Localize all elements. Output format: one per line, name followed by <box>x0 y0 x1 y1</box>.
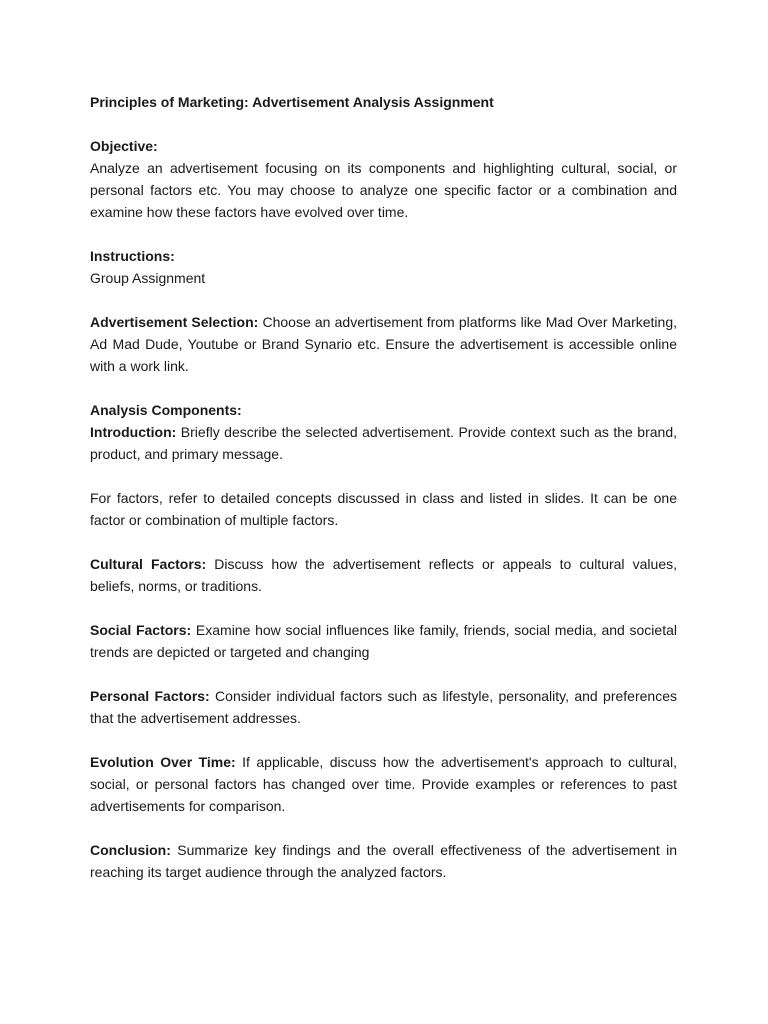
analysis-section <box>90 399 677 465</box>
objective-heading: Objective: <box>90 138 158 154</box>
analysis-heading: Analysis Components: <box>90 402 242 418</box>
instructions-text: Group Assignment <box>90 270 206 286</box>
evolution-section <box>90 751 677 817</box>
introduction-lead: Introduction: <box>90 424 177 440</box>
personal-text: Consider individual factors such as lifestyle, personality, and preferences that the advertisement addresses. <box>90 688 677 726</box>
cultural-paragraph <box>90 553 677 597</box>
social-lead: Social Factors: <box>90 622 192 638</box>
personal-paragraph <box>90 685 677 729</box>
ad-selection-text: Choose an advertisement from platforms like Mad Over Marketing, Ad Mad Dude, Youtube or Brand Synario etc. Ensure the advertisement is accessible online with a work link. <box>90 314 677 374</box>
introduction-paragraph <box>90 421 677 465</box>
personal-lead: Personal Factors: <box>90 688 210 704</box>
conclusion-text: Summarize key findings and the overall effectiveness of the advertisement in reaching its target audience through the analyzed factors. <box>90 842 677 880</box>
social-text: Examine how social influences like family, friends, social media, and societal trends are depicted or targeted and changing <box>90 622 677 660</box>
evolution-lead: Evolution Over Time: <box>90 754 236 770</box>
objective-text: Analyze an advertisement focusing on its components and highlighting cultural, social, or personal factors etc. You may choose to analyze one specific factor or a combination and examine how these factors have evolved over time. <box>90 160 677 220</box>
objective-section <box>90 135 677 223</box>
evolution-text: If applicable, discuss how the advertisement's approach to cultural, social, or personal factors has changed over time. Provide examples or references to past advertisements for comparison. <box>90 754 678 814</box>
instructions-section <box>90 245 677 289</box>
social-paragraph <box>90 619 677 663</box>
cultural-lead: Cultural Factors: <box>90 556 207 572</box>
document-page <box>90 91 677 883</box>
evolution-paragraph <box>90 751 677 817</box>
personal-section <box>90 685 677 729</box>
conclusion-section <box>90 839 677 883</box>
cultural-text: Discuss how the advertisement reflects or appeals to cultural values, beliefs, norms, or traditions. <box>90 556 677 594</box>
instructions-heading: Instructions: <box>90 248 175 264</box>
ad-selection-lead: Advertisement Selection: <box>90 314 259 330</box>
factors-note-section <box>90 487 677 531</box>
introduction-text: Briefly describe the selected advertisement. Provide context such as the brand, product, and primary message. <box>90 424 677 462</box>
ad-selection-paragraph <box>90 311 677 377</box>
cultural-section <box>90 553 677 597</box>
factors-note-text: For factors, refer to detailed concepts discussed in class and listed in slides. It can be one factor or combination of multiple factors. <box>90 490 677 528</box>
conclusion-lead: Conclusion: <box>90 842 171 858</box>
conclusion-paragraph <box>90 839 677 883</box>
ad-selection-section <box>90 311 677 377</box>
document-title: Principles of Marketing: Advertisement Analysis Assignment <box>90 94 494 110</box>
social-section <box>90 619 677 663</box>
